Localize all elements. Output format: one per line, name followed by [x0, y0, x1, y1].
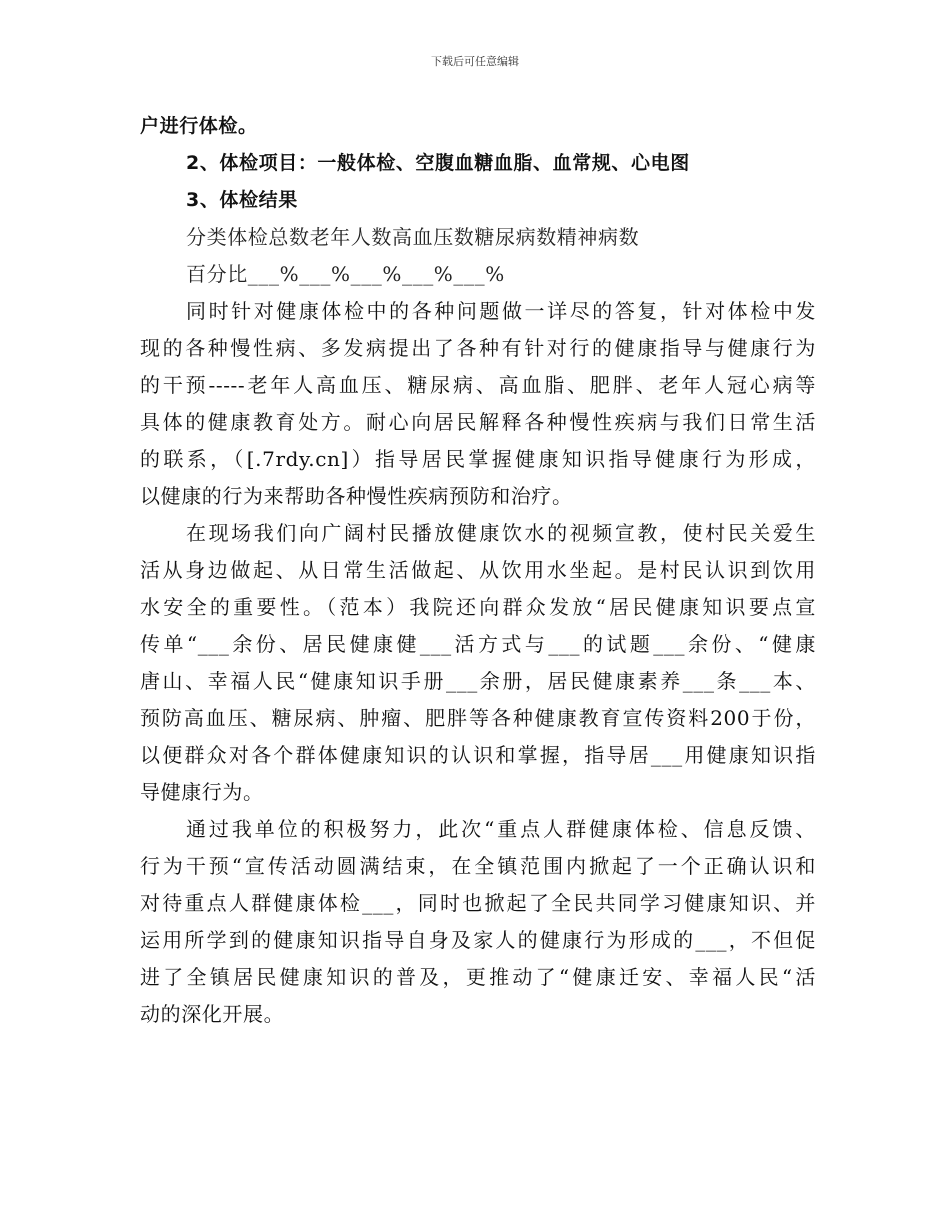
paragraph-line: 具体的健康教育处方。耐心向居民解释各种慢性疾病与我们日常生活 — [140, 410, 816, 434]
paragraph-line: 运用所学到的健康知识指导自身及家人的健康行为形成的___，不但促 — [140, 928, 816, 952]
section-heading-items: 2、体检项目：一般体检、空腹血糖血脂、血常规、心电图 — [186, 152, 690, 174]
section-heading-results: 3、体检结果 — [186, 189, 298, 211]
document-body — [140, 108, 816, 1033]
paragraph-line: 活从身边做起、从日常生活做起、从饮用水坐起。是村民认识到饮用 — [140, 558, 816, 582]
paragraph-line: 唐山、幸福人民“健康知识手册___余册，居民健康素养___条___本、 — [140, 669, 816, 693]
paragraph-line: 对待重点人群健康体检___，同时也掀起了全民共同学习健康知识、并 — [140, 891, 816, 915]
paragraph-line: 预防高血压、糖尿病、肿瘤、肥胖等各种健康教育宣传资料200于份， — [140, 706, 816, 730]
paragraph-line: 动的深化开展。 — [140, 1002, 285, 1026]
results-table-percent-row: 百分比___%___%___%___%___% — [186, 262, 505, 286]
paragraph-line: 以健康的行为来帮助各种慢性疾病预防和治疗。 — [140, 484, 573, 508]
page-header-note: 下载后可任意编辑 — [431, 55, 519, 68]
paragraph-line: 传单“___余份、居民健康健___活方式与___的试题___余份、“健康 — [140, 632, 816, 656]
paragraph-line: 现的各种慢性病、多发病提出了各种有针对行的健康指导与健康行为 — [140, 336, 816, 360]
paragraph-line: 以便群众对各个群体健康知识的认识和掌握，指导居___用健康知识指 — [140, 743, 816, 767]
paragraph-line: 的干预-----老年人高血压、糖尿病、高血脂、肥胖、老年人冠心病等 — [140, 373, 816, 397]
paragraph-line: 户进行体检。 — [140, 115, 258, 137]
paragraph-line: 水安全的重要性。（范本）我院还向群众发放“居民健康知识要点宣 — [140, 595, 816, 619]
paragraph-line: 导健康行为。 — [140, 780, 264, 804]
results-table-header: 分类体检总数老年人数高血压数糖尿病数精神病数 — [186, 225, 640, 249]
paragraph-line: 进了全镇居民健康知识的普及，更推动了“健康迁安、幸福人民“活 — [140, 965, 816, 989]
paragraph-line: 通过我单位的积极努力，此次“重点人群健康体检、信息反馈、 — [186, 817, 816, 841]
paragraph-line: 行为干预“宣传活动圆满结束，在全镇范围内掀起了一个正确认识和 — [140, 854, 816, 878]
paragraph-line: 在现场我们向广阔村民播放健康饮水的视频宣教，使村民关爱生 — [186, 521, 816, 545]
paragraph-line: 同时针对健康体检中的各种问题做一详尽的答复，针对体检中发 — [186, 299, 816, 323]
paragraph-line: 的联系，（[.7rdy.cn]）指导居民掌握健康知识指导健康行为形成， — [140, 447, 816, 471]
